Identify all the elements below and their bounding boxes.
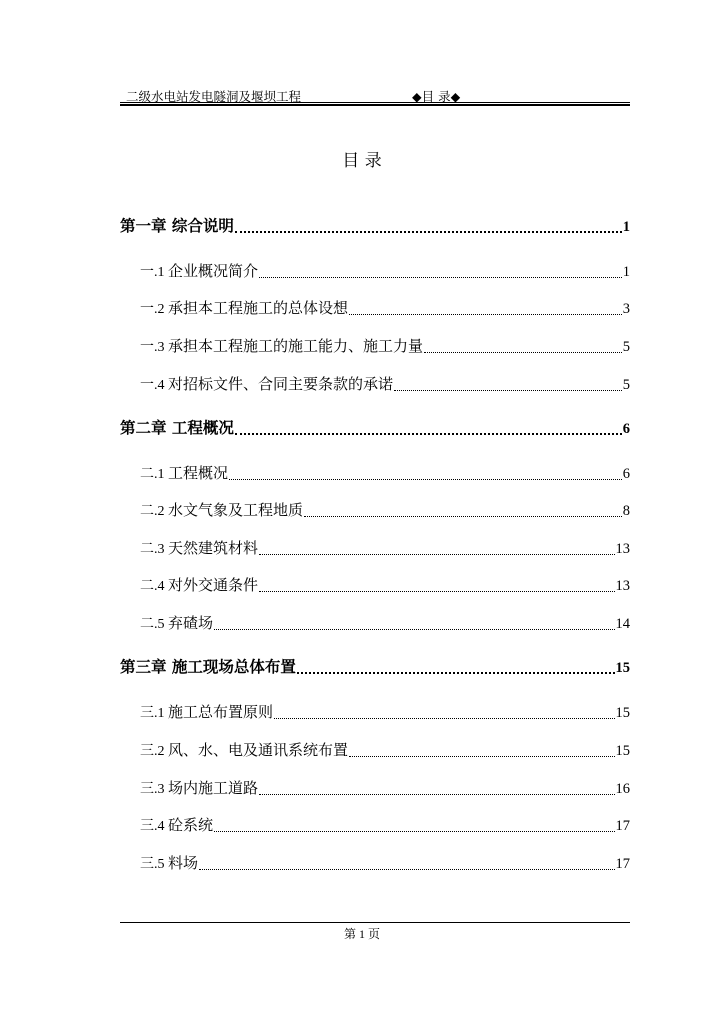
toc-entry-page: 15 — [615, 660, 630, 676]
toc-entry-label — [140, 499, 303, 520]
toc-section-entry[interactable] — [140, 334, 630, 356]
toc-entry-page: 5 — [622, 339, 630, 355]
toc-entry-label — [140, 537, 258, 558]
toc-entry-text: 水文气象及工程地质 — [168, 501, 304, 519]
toc-entry-page: 13 — [615, 578, 630, 594]
toc-entry-number: 二.3 — [140, 542, 168, 557]
header-rule — [120, 102, 630, 103]
toc-entry-label — [140, 739, 348, 760]
toc-entry-text: 第二章 工程概况 — [120, 419, 234, 437]
page-number: 第 1 页 — [343, 927, 380, 941]
toc-section-entry[interactable] — [140, 573, 630, 595]
footer-rule — [120, 922, 630, 923]
toc-entry-text: 天然建筑材料 — [168, 539, 259, 557]
toc-entry-label — [120, 416, 234, 438]
toc-section-entry[interactable] — [140, 296, 630, 318]
toc-entry-label — [140, 260, 258, 281]
toc-entry-label — [120, 655, 296, 677]
toc-entry-label — [140, 574, 258, 595]
toc-dot-leader — [394, 390, 622, 391]
toc-entry-number: 三.2 — [140, 744, 168, 759]
toc-entry-text: 风、水、电及通讯系统布置 — [168, 741, 349, 759]
toc-dot-leader — [349, 314, 622, 315]
toc-entry-page: 15 — [615, 705, 630, 721]
toc-section-entry[interactable] — [140, 461, 630, 483]
toc-entry-page: 14 — [615, 616, 630, 632]
toc-dot-leader — [214, 831, 614, 832]
toc-entry-page: 16 — [615, 781, 630, 797]
toc-dot-leader — [274, 718, 614, 719]
toc-entry-number: 二.1 — [140, 467, 168, 482]
toc-section-entry[interactable] — [140, 851, 630, 873]
toc-entry-text: 承担本工程施工的总体设想 — [168, 299, 349, 317]
page-header — [120, 86, 630, 104]
toc-entry-label — [140, 852, 198, 873]
toc-dot-leader — [349, 756, 614, 757]
toc-entry-page: 13 — [615, 541, 630, 557]
toc-entry-label — [140, 462, 228, 483]
toc-entry-label — [140, 612, 213, 633]
toc-section-entry[interactable] — [140, 776, 630, 798]
toc-dot-leader — [199, 869, 614, 870]
toc-section-entry[interactable] — [140, 259, 630, 281]
toc-dot-leader — [214, 629, 614, 630]
toc-section-entry[interactable] — [140, 738, 630, 760]
toc-dot-leader — [259, 554, 614, 555]
toc-entry-number: 一.2 — [140, 302, 168, 317]
toc-chapter-entry[interactable] — [120, 416, 630, 438]
toc-entry-label — [140, 701, 273, 722]
toc-entry-number: 三.5 — [140, 857, 168, 872]
toc-dot-leader — [259, 794, 614, 795]
toc-entry-label — [140, 373, 393, 394]
toc-section-entry[interactable] — [140, 372, 630, 394]
toc-dot-leader — [304, 516, 622, 517]
toc-entry-page: 8 — [622, 503, 630, 519]
toc-dot-leader — [259, 591, 614, 592]
toc-entry-number: 二.4 — [140, 579, 168, 594]
toc-entry-number: 二.5 — [140, 617, 168, 632]
toc-entry-text: 对外交通条件 — [168, 576, 259, 594]
toc-entry-page: 15 — [615, 743, 630, 759]
toc-dot-leader — [297, 672, 615, 674]
toc-entry-number: 一.3 — [140, 340, 168, 355]
toc-entry-label — [140, 814, 213, 835]
toc-entry-label — [140, 335, 423, 356]
toc-dot-leader — [259, 277, 622, 278]
toc-section-entry[interactable] — [140, 498, 630, 520]
toc-chapter-entry[interactable] — [120, 214, 630, 236]
toc-entry-number: 三.1 — [140, 706, 168, 721]
toc-entry-text: 第三章 施工现场总体布置 — [120, 658, 296, 676]
toc-dot-leader — [235, 231, 622, 233]
toc-entry-number: 三.3 — [140, 782, 168, 797]
toc-entry-page: 1 — [622, 264, 630, 280]
toc-entry-text: 工程概况 — [168, 464, 229, 482]
toc-chapter-entry[interactable] — [120, 655, 630, 677]
toc-entry-text: 对招标文件、合同主要条款的承诺 — [168, 375, 394, 393]
toc-entry-label — [140, 777, 258, 798]
toc-section-entry[interactable] — [140, 536, 630, 558]
toc-entry-number: 二.2 — [140, 504, 168, 519]
toc-entry-page: 17 — [615, 818, 630, 834]
toc-entry-page: 6 — [622, 421, 630, 437]
toc-section-entry[interactable] — [140, 813, 630, 835]
toc-entry-text: 料场 — [168, 854, 199, 872]
toc-entry-page: 17 — [615, 856, 630, 872]
toc-section-entry[interactable] — [140, 611, 630, 633]
toc-title: 目 录 — [342, 151, 382, 171]
toc-entry-text: 砼系统 — [168, 816, 214, 834]
toc-section-entry[interactable] — [140, 700, 630, 722]
toc-entry-page: 1 — [622, 219, 630, 235]
toc-dot-leader — [229, 479, 622, 480]
header-section-title: ◆目 录◆ — [412, 89, 461, 104]
toc-entry-page: 6 — [622, 466, 630, 482]
toc-entry-label — [120, 214, 234, 236]
toc-entry-text: 场内施工道路 — [168, 779, 259, 797]
toc-dot-leader — [424, 352, 622, 353]
toc-entry-number: 一.1 — [140, 265, 168, 280]
toc-entry-page: 5 — [622, 377, 630, 393]
toc-entry-page: 3 — [622, 301, 630, 317]
toc-entry-label — [140, 297, 348, 318]
toc-entry-text: 弃碴场 — [168, 614, 214, 632]
toc-entry-number: 一.4 — [140, 378, 168, 393]
toc-entry-text: 第一章 综合说明 — [120, 217, 234, 235]
toc-entry-text: 承担本工程施工的施工能力、施工力量 — [168, 337, 424, 355]
header-project-title: 二级水电站发电隧洞及堰坝工程 — [126, 89, 302, 104]
header-rule-thick — [120, 104, 630, 106]
toc-entry-text: 企业概况简介 — [168, 262, 259, 280]
toc-dot-leader — [235, 433, 622, 435]
toc-entry-number: 三.4 — [140, 819, 168, 834]
toc-entry-text: 施工总布置原则 — [168, 703, 274, 721]
